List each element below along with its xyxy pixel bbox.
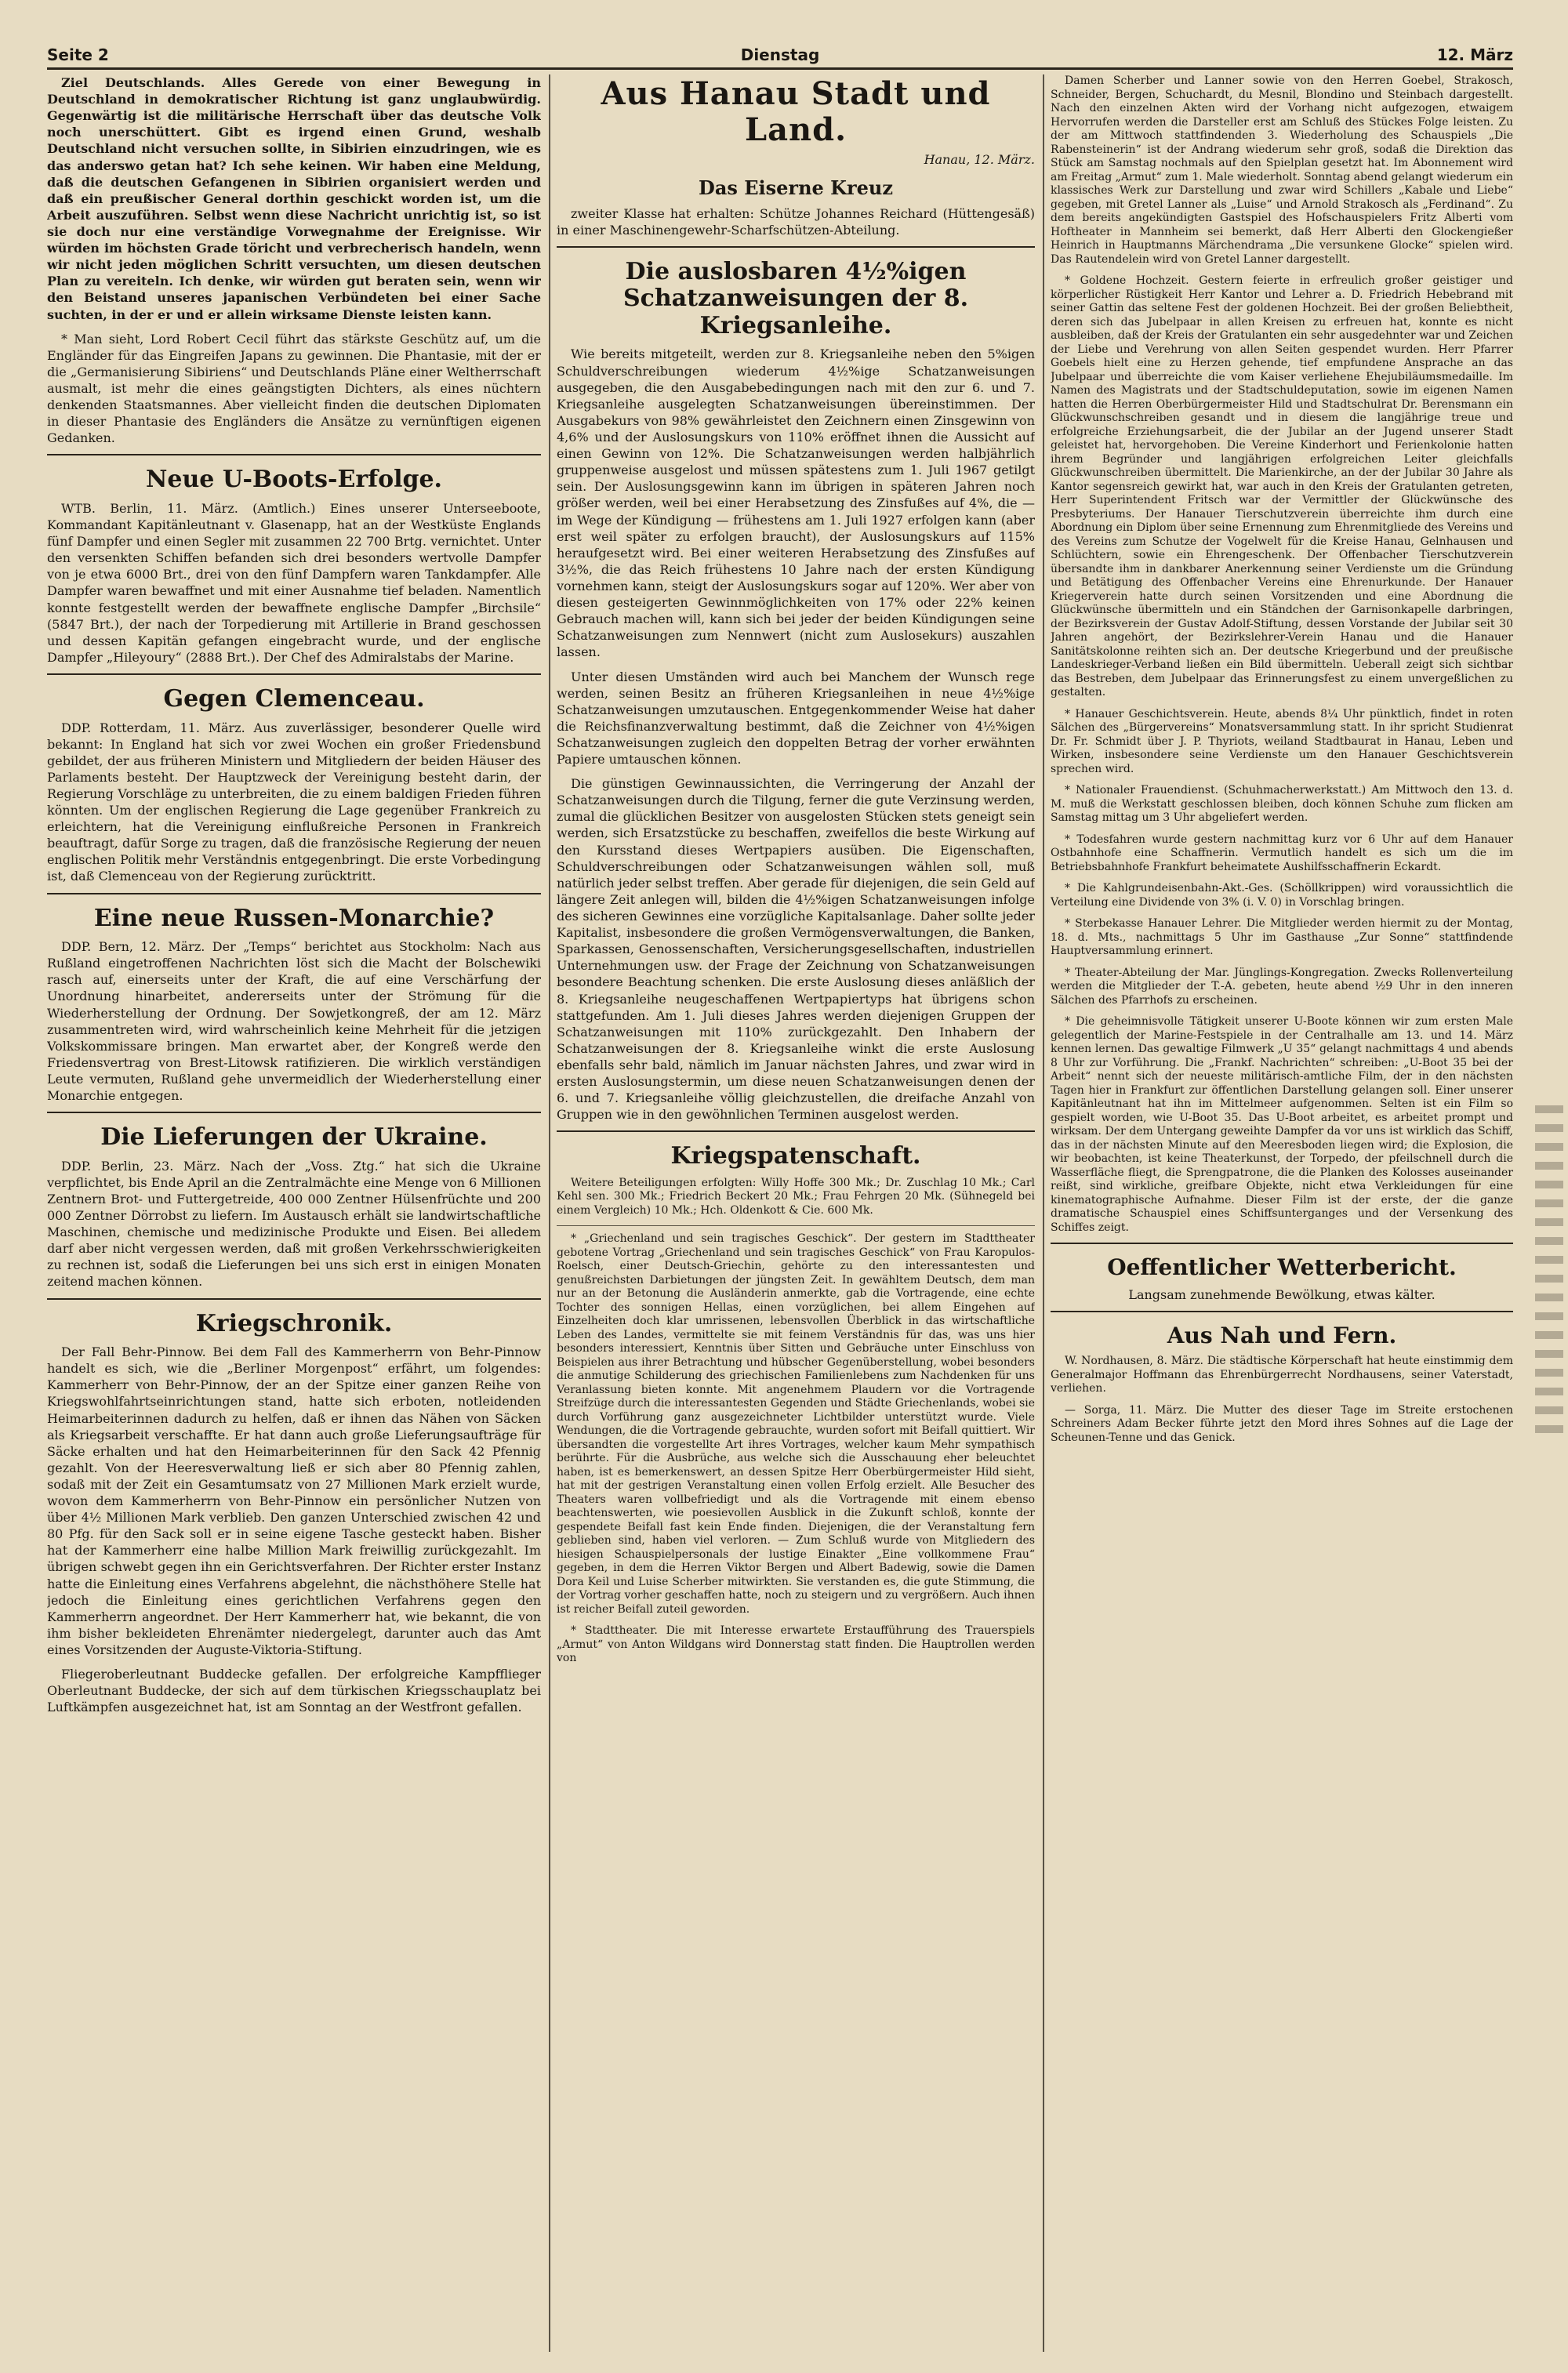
paragraph-sorga: — Sorga, 11. März. Die Mutter des dieser Tage im Streite erstochenen Schreiners Adam Becker führte jetzt den Mord ihres Sohnes auf die Lage der Scheunen-Tenne und das Genick.	[1051, 1403, 1513, 1444]
paragraph-russen-monarchie: DDP. Bern, 12. März. Der „Temps“ berichtet aus Stockholm: Nach aus Rußland eingetroffenen Nachrichten löst sich die Macht der Bolschewiki rasch auf, einerseits unter der Kraft, die auf eine Verschärfung der Unordnung hinarbeitet, andererseits unter der Strömung für die Wiederherstellung der Ordnung. Der Sowjetkongreß, der am 12. März zusammentreten wird, wird wahrscheinlich keine Mehrheit für die jetzigen Volkskommissare bringen. Man erwartet aber, der Kongreß werde den Friedensvertrag von Brest-Litowsk ratifizieren. Die wirklich verständigen Leute vermuten, Rußland gehe unvermeidlich der Wiederherstellung einer Monarchie entgegen.	[47, 939, 541, 1104]
section-separator	[1051, 1243, 1513, 1244]
margin-stamp	[1535, 1105, 1563, 1435]
paragraph-theater-abteilung: * Theater-Abteilung der Mar. Jünglings-Kongregation. Zwecks Rollenverteilung werden die Mitglieder der T.-A. gebeten, heute abend ½9 Uhr in den inneren Sälchen des Pfarrhofs zu erscheinen.	[1051, 966, 1513, 1007]
headline-russen-monarchie: Eine neue Russen-Monarchie?	[93, 904, 495, 932]
section-separator	[1051, 1311, 1513, 1312]
paragraph-frauendienst: * Nationaler Frauendienst. (Schuhmacherwerkstatt.) Am Mittwoch den 13. d. M. muß die Werkstatt geschlossen bleiben, doch können Schuhe zum flicken am Samstag mittag um 3 Uhr abgeliefert werden.	[1051, 784, 1513, 824]
paragraph-eiserne-kreuz: zweiter Klasse hat erhalten: Schütze Johannes Reichard (Hüttengesäß) in einer Maschinengewehr-Scharfschützen-Abteilung.	[557, 205, 1035, 238]
section-separator	[47, 673, 541, 675]
paragraph-sterbekasse: * Sterbekasse Hanauer Lehrer. Die Mitglieder werden hiermit zu der Montag, 18. d. Mts., nachmittags 5 Uhr im Gasthause „Zur Sonne“ stattfindende Hauptversammlung erinnert.	[1051, 917, 1513, 957]
headline-kriegspatenschaft: Kriegspatenschaft.	[670, 1142, 921, 1170]
section-separator	[47, 1298, 541, 1300]
paragraph-behr-pinnow: Der Fall Behr-Pinnow. Bei dem Fall des Kammerherrn von Behr-Pinnow handelt es sich, wie die „Berliner Morgenpost“ erfährt, um folgendes: Kammerherr von Behr-Pinnow, der an der Spitze einer ganzen Reihe von Kriegswohlfahrtseinrichtungen stand, hatte sich erboten, notleidenden Heimarbeiterinnen dadurch zu helfen, daß er ihnen das Nähen von Säcken als Kriegsarbeit verschaffte. Er hat dann auch große Lieferungsaufträge für Säcke erhalten und hat den Heimarbeiterinnen für den Sack 42 Pfennig gezahlt. Von der Heeresverwaltung ließ er sich aber 80 Pfennig zahlen, sodaß mit der Zeit ein Gesamtumsatz von 27 Millionen Mark erzielt wurde, wovon dem Kammerherrn von Behr-Pinnow ein persönlicher Nutzen von über 4½ Millionen Mark verblieb. Den ganzen Unterschied zwischen 42 und 80 Pfg. für den Sack soll er in seine eigene Tasche gesteckt haben. Bisher hat der Kammerherr eine halbe Million Mark freiwillig zurückgezahlt. Im übrigen schwebt gegen ihn ein Gerichtsverfahren. Der Richter erster Instanz hatte die Einleitung eines Verfahrens abgelehnt, die nächsthöhere Stelle hat jedoch die Einleitung eines gerichtlichen Verfahrens gegen den Kammerherrn angeordnet. Der Herr Kammerherr hat, wie bekannt, die von ihm bisher bekleideten Ehrenämter niedergelegt, darunter auch das Amt eines Vorsitzenden der Auguste-Viktoria-Stiftung.	[47, 1344, 541, 1658]
section-separator	[47, 1112, 541, 1113]
weekday: Dienstag	[740, 45, 820, 64]
headline-u-boote: Neue U-Boots-Erfolge.	[145, 466, 442, 494]
issue-date: 12. März	[1436, 45, 1513, 64]
paragraph-schatzanweisungen-3: Die günstigen Gewinnaussichten, die Verringerung der Anzahl der Schatzanweisungen durch die Tilgung, ferner die gute Verzinsung werden, zumal die glücklichen Besitzer von ausgelosten Stücken stets geneigt sein werden, sich Ersatzstücke zu beschaffen, zweifellos die beste Wirkung auf den Kursstand dieses Wertpapiers ausüben. Die Eigenschaften, Schuldverschreibungen oder Schatzanweisungen wählen soll, muß natürlich jeder selbst treffen. Aber gerade für diejenigen, die sein Geld auf längere Zeit anlegen will, bilden die 4½%igen Schatzanweisungen infolge des sicheren Gewinnes eine vorzügliche Kapitalsanlage. Daher sollte jeder Kapitalist, insbesondere die großen Vermögensverwaltungen, die Banken, Sparkassen, Genossenschaften, Versicherungsgesellschaften, industriellen Unternehmungen usw. der Frage der Zeichnung von Schatzanweisungen besondere Beachtung schenken. Die erste Auslosung dieses anläßlich der 8. Kriegsanleihe neugeschaffenen Wertpapiertyps hat übrigens schon stattgefunden. Am 1. Juli dieses Jahres werden diejenigen Gruppen der Schatzanweisungen mit 110% zurückgezahlt. Den Inhabern der Schatzanweisungen der 8. Kriegsanleihe winkt die erste Auslosung ebenfalls sehr bald, nämlich im Januar nächsten Jahres, und zwar wird in ersten Auslosungstermin, um diese neuen Schatzanweisungen denen der 6. und 7. Kriegsanleihe völlig gleichzustellen, die dreifache Anzahl von Gruppen wie in den gewöhnlichen Terminen ausgelost werden.	[557, 776, 1035, 1123]
paragraph-u-boot-film: * Die geheimnisvolle Tätigkeit unserer U-Boote können wir zum ersten Male gelegentlich der Marine-Festspiele in der Centralhalle am 13. und 14. März kennen lernen. Das gewaltige Filmwerk „U 35“ gelangt nachmittags 4 und abends 8 Uhr zur Vorführung. Die „Frankf. Nachrichten“ schreiben: „U-Boot 35 bei der Arbeit“ nennt sich der neueste militärisch-amtliche Film, der in den nächsten Tagen hier in Frankfurt zur öffentlichen Darstellung gelangen soll. Einer unserer Kapitänleutnant hat ihn im Mittelmeer aufgenommen. Selten ist ein Film so gespielt worden, wie U-Boot 35. Das U-Boot arbeitet, es arbeitet prompt und wirksam. Der dem Untergang geweihte Dampfer da vor uns ist wirklich das Schiff, das in der nächsten Minute auf den Meeresboden liegen wird; die Explosion, die wir beobachten, ist keine Theaterkunst, der Torpedo, der pfeilschnell durch die Wasserfläche fliegt, die Sprengpatrone, die die Planken des Kolosses auseinander reißt, sind wirkliche, greifbare Objekte, nicht etwa Verkleidungen für eine kinematographische Aufnahme. Dieser Film ist der erste, der die ganze dramatische Schauspiel eines Schiffsunterganges und der Versenkung des Schiffes zeigt.	[1051, 1015, 1513, 1234]
column-1	[47, 74, 541, 2352]
section-separator	[47, 893, 541, 894]
paragraph-ukraine: DDP. Berlin, 23. März. Nach der „Voss. Ztg.“ hat sich die Ukraine verpflichtet, bis Ende April an die Zentralmächte eine Menge von 6 Millionen Zentnern Brot- und Futtergetreide, 400 000 Zentner Hülsenfrüchte und 200 000 Zentner Dörrobst zu liefern. Im Austausch erhält sie landwirtschaftliche Maschinen, chemische und medizinische Produkte und Eisen. Bei alledem darf aber nicht vergessen werden, daß mit großen Verkehrsschwierigkeiten zu rechnen ist, sodaß die Lieferungen bei uns sich erst in einigen Monaten zeitend machen können.	[47, 1158, 541, 1290]
page-number: Seite 2	[47, 45, 109, 64]
paragraph-schatzanweisungen-1: Wie bereits mitgeteilt, werden zur 8. Kriegsanleihe neben den 5%igen Schuldverschreibungen wiederum 4½%ige Schatzanweisungen ausgegeben, die den Ausgabebedingungen nach mit den zur 6. und 7. Kriegsanleihe ausgelegten Schatzanweisungen übereinstimmen. Der Ausgabekurs von 98% gewährleistet den Zeichnern einen Zinsgewinn von 4,6% und der Auslosungskurs von 110% eröffnet ihnen die Aussicht auf einen Gewinn von 12%. Die Schatzanweisungen werden halbjährlich gruppenweise ausgelost und müssen spätestens zum 1. Juli 1967 getilgt sein. Der Auslosungsgewinn kann im übrigen in späteren Jahren noch größer werden, weil bei einer Herabsetzung des Zinsfußes auf 4%, die — im Wege der Kündigung — frühestens am 1. Juli 1927 erfolgen kann (aber erst weil später zu erfolgen braucht), der Auslosungskurs auf 115% heraufgesetzt wird. Bei einer weiteren Herabsetzung des Zinsfußes auf 3½%, die das Reich frühestens 10 Jahre nach der ersten Kündigung vornehmen kann, steigt der Auslosungskurs sogar auf 120%. Wer aber von diesen gesteigerten Gewinnmöglichkeiten von 17% oder 22% keinen Gebrauch machen will, kann sich bei jeder der beiden Kündigungen seine Schatzanweisungen zum Nennwert (nicht zum Auslosekurs) auszahlen lassen.	[557, 347, 1035, 660]
headline-kriegschronik: Kriegschronik.	[195, 1309, 393, 1337]
headline-clemenceau: Gegen Clemenceau.	[163, 685, 425, 713]
paragraph-stadttheater-continued: Damen Scherber und Lanner sowie von den Herren Goebel, Strakosch, Schneider, Bergen, Schuchardt, du Mesnil, Blondino und Steinbach dargestellt. Nach den einzelnen Akten wird der Vorhang nicht aufgezogen, etwaigem Hervorrufen werden die Darsteller erst am Schluß des Stückes Folge leisten. Zu der am Mittwoch stattfindenden 3. Wiederholung des Schauspiels „Die Rabensteinerin“ ist der Andrang wiederum sehr groß, sodaß die Direktion das Stück am Samstag nochmals auf den Spielplan gesetzt hat. Im Abonnement wird am Freitag „Armut“ zum 1. Male wiederholt. Sonntag abend gelangt wiederum ein klassisches Werk zur Darstellung und zwar wird Schillers „Kabale und Liebe“ gegeben, mit Gretel Lanner als „Luise“ und Arnold Strakosch als „Ferdinand“. Zu dem bereits angekündigten Gastspiel des Hofschauspielers Fritz Alberti vom Hoftheater in Mannheim sei bemerkt, daß Herr Alberti den Glockengießer Heinrich in Hauptmanns Märchendrama „Die versunkene Glocke“ spielen wird. Das Rautendelein wird von Gretel Lanner dargestellt.	[1051, 74, 1513, 266]
section-masthead: Aus Hanau Stadt und Land.	[601, 75, 991, 148]
paragraph-u-boote: WTB. Berlin, 11. März. (Amtlich.) Eines unserer Unterseeboote, Kommandant Kapitänleutnant v. Glasenapp, hat an der Westküste Englands fünf Dampfer und einen Segler mit zusammen 22 700 Brtg. vernichtet. Unter den versenkten Schiffen befanden sich drei besonders wertvolle Dampfer von je etwa 6000 Brt., drei von den fünf Dampfern waren Tankdampfer. Alle Dampfer waren bewaffnet und mit einer Ausnahme tief beladen. Namentlich konnte festgestellt werden der bewaffnete englische Dampfer „Birchsile“ (5847 Brt.), der nach der Torpedierung mit Artillerie in Brand geschossen und dessen Kapitän gefangen eingebracht wurde, und der englische Dampfer „Hileyoury“ (2888 Brt.). Der Chef des Admiralstabs der Marine.	[47, 500, 541, 665]
paragraph-col1-commentary: * Man sieht, Lord Robert Cecil führt das stärkste Geschütz auf, um die Engländer für das Eingreifen Japans zu gewinnen. Die Phantasie, mit der er die „Germanisierung Sibiriens“ und Deutschlands Pläne einer Weltherrschaft ausmalt, ist mehr die eines geängstigten Dichters, als eines nüchtern denkenden Staatsmannes. Aber vielleicht finden die deutschen Diplomaten in dieser Phantasie des Engländers die Ansätze zu vernünftigen eigenen Gedanken.	[47, 331, 541, 446]
paragraph-kriegspatenschaft: Weitere Beteiligungen erfolgten: Willy Hoffe 300 Mk.; Dr. Zuschlag 10 Mk.; Carl Kehl sen. 300 Mk.; Friedrich Beckert 20 Mk.; Frau Fehrgen 20 Mk. (Sühnegeld bei einem Vergleich) 10 Mk.; Hch. Oldenkott & Cie. 600 Mk.	[557, 1176, 1035, 1217]
paragraph-griechenland: * „Griechenland und sein tragisches Geschick“. Der gestern im Stadttheater gebotene Vortrag „Griechenland und sein tragisches Geschick“ von Frau Karopulos-Roelsch, einer Deutsch-Griechin, gehörte zu den interessantesten und genußreichsten Darbietungen der jüngsten Zeit. In gewähltem Deutsch, dem man nur an der Betonung die Ausländerin anmerkte, gab die Vortragende, eine echte Tochter des sonnigen Hellas, einen vorzüglichen, bei allem Eingehen auf Einzelheiten doch klar umrissenen, lebensvollen Überblick in das wirtschaftliche Leben des Landes, vermittelte sie mit feinem Verständnis für das, was uns hier besonders interessiert, Kenntnis über Sitten und Gebräuche unter Einschluss von Beispielen aus ihrer Betrachtung und hübscher Gegenüberstellung, wobei besonders die anmutige Schilderung des griechischen Familienlebens zum Nachdenken für uns Veranlassung bieten konnte. Mit angenehmem Plaudern vor die Vortragende Streifzüge durch die interessantesten Gegenden und Städte Griechenlands, wobei sie durch Vorführung ganz ausgezeichneter Lichtbilder unterstützt wurde. Viele Wendungen, die die Vortragende gebrauchte, wurden sofort mit Beifall quittiert. Wir übersandten die vorgestellte Art ihres Vortrages, welcher kaum Mehr sympathisch berührte. Für die Ausbrüche, aus welche sich die Ausschauung eher beleuchtet haben, ist es bemerkenswert, an dessen Spitze Herr Oberbürgermeister Hild sieht, hat mit der gestrigen Veranstaltung einen vollen Erfolg erzielt. Alle Besucher des Theaters waren vollbefriedigt und als die Vortragende mit einem ebenso beachtenswerten, wie poesievollen Ausblick in die Zukunft schloß, konnte der gespendete Beifall fast kein Ende finden. Diejenigen, die der Veranstaltung fern geblieben sind, haben viel verloren. — Zum Schluß wurde von Mitgliedern des hiesigen Schauspielpersonals der lustige Einakter „Eine vollkommene Frau“ gegeben, in dem die Herren Viktor Bergen und Albert Badewig, sowie die Damen Dora Keil und Luise Scherber mitwirkten. Sie verstanden es, die gute Stimmung, die der Vortrag vorher geschaffen hatte, noch zu steigern und zu vergrößern. Auch ihnen ist reicher Beifall zuteil geworden.	[557, 1232, 1035, 1616]
column-2	[557, 74, 1035, 2352]
column-rule-2	[1043, 74, 1044, 2352]
paragraph-col1-intro: Ziel Deutschlands. Alles Gerede von einer Bewegung in Deutschland in demokratischer Richtung ist ganz unglaubwürdig. Gegenwärtig ist die militärische Herrschaft über das deutsche Volk noch unerschüttert. Gibt es irgend einen Grund, weshalb Deutschland nicht versuchen sollte, in Sibirien einzudringen, wie es das anderswo getan hat? Ich sehe keinen. Wir haben eine Meldung, daß die deutschen Gefangenen in Sibirien organisiert werden und daß ein preußischer General dorthin geschickt worden ist, um die Arbeit auszuführen. Selbst wenn diese Nachricht unrichtig ist, so ist sie doch nur eine verständige Vorwegnahme der Ereignisse. Wir würden im höchsten Grade töricht und verbrecherisch handeln, wenn wir nicht jeden möglichen Schritt versuchten, um diesen deutschen Plan zu vereiteln. Ich denke, wir würden gut beraten sein, wenn wir den Beistand unseres japanischen Verbündeten bei einer Sache suchten, in der er und er allein wirksame Dienste leisten kann.	[47, 75, 541, 322]
headline-nah-und-fern: Aus Nah und Fern.	[1167, 1323, 1397, 1349]
column-rule-1	[549, 74, 550, 2352]
paragraph-wetterbericht: Langsam zunehmende Bewölkung, etwas kälter.	[1128, 1287, 1436, 1303]
headline-ukraine: Die Lieferungen der Ukraine.	[100, 1123, 488, 1152]
dateline: Hanau, 12. März.	[924, 152, 1035, 167]
headline-schatzanweisungen: Die auslosbaren 4½%igen Schatzanweisungen der 8. Kriegsanleihe.	[622, 257, 969, 339]
headline-wetterbericht: Oeffentlicher Wetterbericht.	[1107, 1254, 1457, 1280]
paragraph-nordhausen: W. Nordhausen, 8. März. Die städtische Körperschaft hat heute einstimmig dem Generalmajor Hoffmann das Ehrenbürgerrecht Nordhausens, seiner Vaterstadt, verliehen.	[1051, 1355, 1513, 1395]
section-separator	[557, 1130, 1035, 1132]
section-separator	[557, 1225, 1035, 1226]
column-3	[1051, 74, 1513, 2352]
section-separator	[557, 246, 1035, 248]
paragraph-buddecke: Fliegeroberleutnant Buddecke gefallen. Der erfolgreiche Kampfflieger Oberleutnant Buddecke, der sich auf dem türkischen Kriegsschauplatz bei Luftkämpfen ausgezeichnet hat, ist am Sonntag an der Westfront gefallen.	[47, 1667, 541, 1715]
paragraph-geschichtsverein: * Hanauer Geschichtsverein. Heute, abends 8¼ Uhr pünktlich, findet in roten Sälchen des „Bürgervereins“ Monatsversammlung statt. In ihr spricht Studienrat Dr. Fr. Schmidt über J. P. Thyriots, weiland Stadtbaurat in Hanau, Leben und Wirken, insbesondere seine Verdienste um den Hanauer Geschichtsverein sprechen wird.	[1051, 707, 1513, 775]
section-separator	[47, 454, 541, 455]
paragraph-clemenceau: DDP. Rotterdam, 11. März. Aus zuverlässiger, besonderer Quelle wird bekannt: In England hat sich vor zwei Wochen ein großer Friedensbund gebildet, der aus früheren Ministern und Mitgliedern der beiden Häuser des Parlaments besteht. Der Hauptzweck der Vereinigung besteht darin, der Regierung Vorschläge zu unterbreiten, die zu einem baldigen Frieden führen könnten. Um der englischen Regierung die Lage gegenüber Frankreich zu erleichtern, hat die Vereinigung einflußreiche Personen in Frankreich beauftragt, dafür Sorge zu tragen, daß die französische Regierung der neuen englischen Politik mehr Verständnis entgegenbringt. Die erste Vorbedingung ist, daß Clemenceau von der Regierung zurücktritt.	[47, 720, 541, 884]
paragraph-todesfahren: * Todesfahren wurde gestern nachmittag kurz vor 6 Uhr auf dem Hanauer Ostbahnhofe eine Schaffnerin. Vermutlich handelt es sich um die im Betriebsbahnhofe Frankfurt beheimatete Aushilfsschaffnerin Eckardt.	[1051, 833, 1513, 873]
paragraph-schatzanweisungen-2: Unter diesen Umständen wird auch bei Manchem der Wunsch rege werden, seinen Besitz an früheren Kriegsanleihen in neue 4½%ige Schatzanweisungen umzutauschen. Entgegenkommender Weise hat daher die Reichsfinanzverwaltung bestimmt, daß die Zeichner von 4½%igen Schatzanweisungen zugleich den doppelten Betrag der vorher erwähnten Papiere umtauschen können.	[557, 669, 1035, 767]
paragraph-kahlgrundbahn: * Die Kahlgrundeisenbahn-Akt.-Ges. (Schöllkrippen) wird voraussichtlich die Verteilung eine Dividende von 3% (i. V. 0) in Vorschlag bringen.	[1051, 882, 1513, 909]
page-header	[47, 45, 1513, 70]
headline-eiserne-kreuz: Das Eiserne Kreuz	[699, 176, 893, 200]
paragraph-stadttheater: * Stadttheater. Die mit Interesse erwartete Erstaufführung des Trauerspiels „Armut“ von Anton Wildgans wird Donnerstag statt finden. Die Hauptrollen werden von	[557, 1624, 1035, 1665]
paragraph-goldene-hochzeit: * Goldene Hochzeit. Gestern feierte in erfreulich großer geistiger und körperlicher Rüstigkeit Herr Kantor und Lehrer a. D. Friedrich Hebebrand mit seiner Gattin das seltene Fest der goldenen Hochzeit. Bei der großen Beliebtheit, deren sich das Jubelpaar in allen Kreisen zu erfreuen hat, konnte es nicht ausbleiben, daß der Kreis der Gratulanten ein sehr ausgedehnter war und Zeichen der Liebe und Verehrung von allen Seiten gespendet wurden. Herr Pfarrer Goebels hielt eine zu Herzen gehende, tief empfundene Ansprache an das Jubelpaar und überreichte die vom Kaiser verliehene Ehejubiläumsmedaille. Im Namen des Magistrats und der Stadtschuldeputation, sowie im eigenen Namen hatten die Herren Oberbürgermeister Hild und Stadtschulrat Dr. Berensmann ein Glückwunschschreiben gesandt und in diesem die langjährige treue und erfolgreiche Erziehungsarbeit, die der Jubilar an der Jugend unserer Stadt geleistet hat, hervorgehoben. Die Vereine Kinderhort und Ferienkolonie hatten ihrem Begründer und langjährigen erfolgreichen Leiter gleichfalls Glückwunschreiben übermittelt. Die Marienkirche, an der der Jubilar 30 Jahre als Kantor segensreich gewirkt hat, war auch in den Kreis der Gratulanten getreten, Herr Superintendent Fritsch war der Vermittler der Glückwünsche des Presbyteriums. Der Hanauer Tierschutzverein überreichte ihm durch eine Abordnung ein Diplom über seine Ernennung zum Ehrenmitgliede des Vereins und des Vereins zum Schutze der Vogelwelt für die Kreise Hanau, Gelnhausen und Schlüchtern, sowie ein Ehrengeschenk. Der Offenbacher Tierschutzverein übersandte ihm in dankbarer Anerkennung seiner Verdienste um die Gründung und Betätigung des Offenbacher Vereins eine Ehrenurkunde. Der Hanauer Kriegerverein hatte durch seinen Vorsitzenden und eine Abordnung die Glückwünsche übermitteln und ein Ständchen der Garnisonkapelle darbringen, der Bezirksverein der Gustav Adolf-Stiftung, dessen Vorstande der Jubilar seit 30 Jahren angehört, der Bezirkslehrer-Verein Hanau und die Hanauer Sanitätskolonne reihten sich an. Der deutsche Kriegerbund und der preußische Landeskrieger-Verband ließen ein Bild übermitteln. Ueberall zeigt sich sichtbar das Bestreben, dem Jubelpaar das Erinnerungsfest zu einem unvergeßlichen zu gestalten.	[1051, 274, 1513, 698]
